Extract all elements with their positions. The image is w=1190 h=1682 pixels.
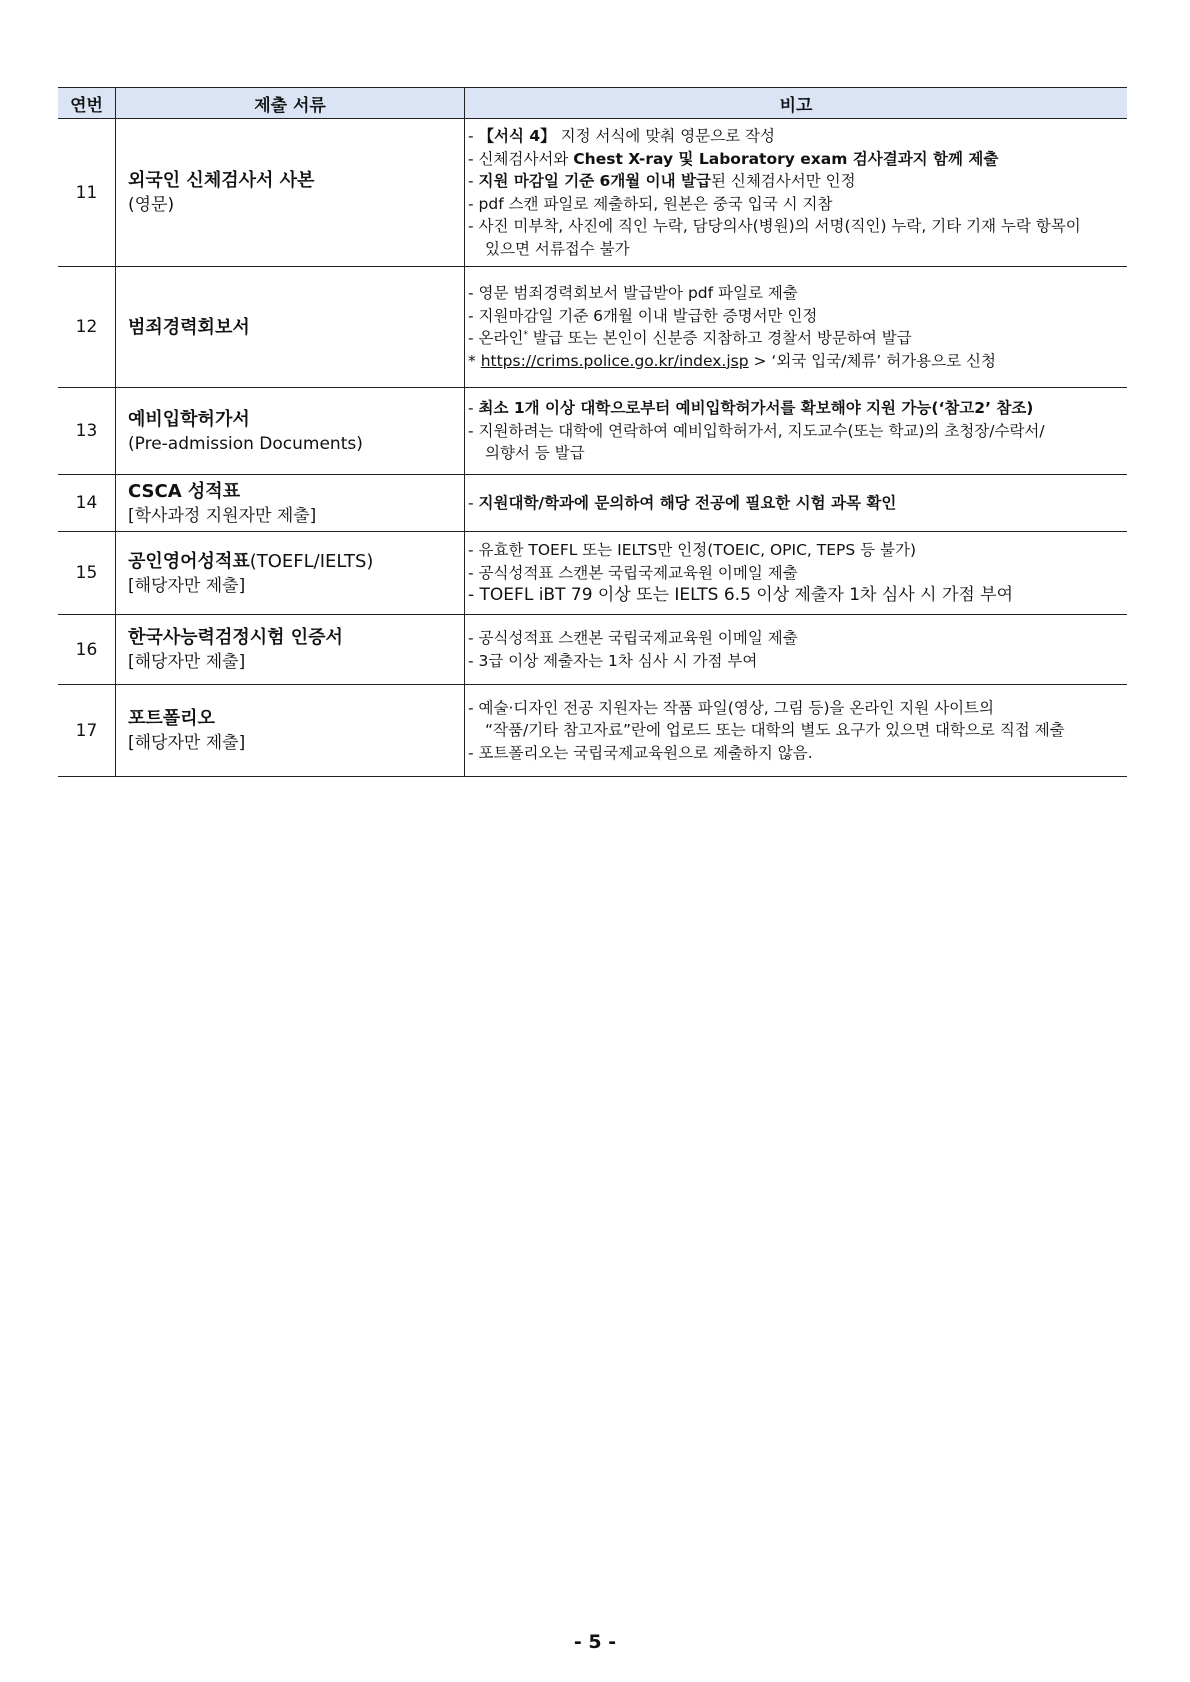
note-text: - 공식성적표 스캔본 국립국제교육원 이메일 제출 — [468, 629, 798, 647]
note-text: - — [468, 127, 479, 145]
document-cell — [116, 388, 465, 475]
table-row — [58, 119, 1127, 267]
note-line — [468, 562, 1123, 585]
document-name-main: 예비입학허가서 — [128, 408, 250, 430]
document-name-main: CSCA 성적표 — [128, 480, 241, 502]
note-text: - 포트폴리오는 국립국제교육원으로 제출하지 않음. — [468, 743, 813, 762]
note-line — [468, 282, 1123, 305]
note-line — [468, 742, 1123, 765]
note-cell — [465, 685, 1128, 777]
document-name-main: 공인영어성적표 — [128, 550, 250, 572]
note-text: “작품/기타 참고자료”란에 업로드 또는 대학의 별도 요구가 있으면 대학으로 직접 제출 — [485, 721, 1065, 740]
note-text: - 신체검사서와 — [468, 149, 574, 168]
document-subtitle: [해당자만 제출] — [128, 575, 246, 596]
note-cell — [465, 475, 1128, 532]
note-line — [468, 719, 1123, 742]
document-name — [128, 407, 452, 432]
row-number: 15 — [58, 532, 116, 615]
table-row — [58, 615, 1127, 685]
note-line — [468, 397, 1123, 420]
document-cell — [116, 475, 465, 532]
document-cell — [116, 685, 465, 777]
required-documents-table — [58, 87, 1127, 777]
note-text: - pdf 스캔 파일로 제출하되, 원본은 중국 입국 시 지참 — [468, 194, 833, 213]
note-line — [468, 584, 1123, 607]
document-subtitle: (영문) — [128, 195, 175, 215]
header-no: 연번 — [58, 88, 116, 119]
note-text: - — [468, 399, 479, 418]
table-header-row — [58, 88, 1127, 119]
note-text: 지원대학/학과에 문의하여 해당 전공에 필요한 시험 과목 확인 — [478, 493, 897, 512]
note-text: - — [468, 493, 479, 512]
note-text: - 사진 미부착, 사진에 직인 누락, 담당의사(병원)의 서명(직인) 누락, 기타 기재 누락 항목이 — [468, 217, 1081, 235]
note-text: - 유효한 TOEFL 또는 IELTS만 인정(TOEIC, OPIC, TEPS 등 불가) — [468, 541, 917, 560]
document-name-main: 포트폴리오 — [128, 708, 215, 729]
note-text: Chest X-ray 및 Laboratory exam 검사결과지 함께 제출 — [573, 149, 999, 168]
document-name-main: 외국인 신체검사서 사본 — [128, 170, 315, 191]
note-text: 발급 또는 본인이 신분증 지참하고 경찰서 방문하여 발급 — [527, 329, 912, 347]
note-line — [468, 627, 1123, 650]
note-line — [468, 170, 1123, 193]
note-line — [468, 193, 1123, 216]
note-text: 있으면 서류접수 불가 — [485, 239, 630, 258]
document-name — [128, 549, 452, 574]
row-number: 12 — [58, 267, 116, 388]
note-text: * — [523, 329, 528, 340]
document-name — [128, 625, 452, 650]
table-row — [58, 532, 1127, 615]
table-row — [58, 685, 1127, 777]
note-line — [468, 539, 1123, 562]
note-text: 된 신체검사서만 인정 — [710, 172, 856, 190]
row-number: 17 — [58, 685, 116, 777]
note-text: - 공식성적표 스캔본 국립국제교육원 이메일 제출 — [468, 563, 798, 582]
table-body — [58, 119, 1127, 777]
table-row — [58, 475, 1127, 532]
table-row — [58, 388, 1127, 475]
document-name-suffix: (TOEFL/IELTS) — [249, 550, 374, 572]
document-name — [128, 315, 452, 340]
document-subtitle: [학사과정 지원자만 제출] — [128, 505, 317, 526]
note-line — [468, 125, 1123, 148]
note-text: 지정 서식에 맞춰 영문으로 작성 — [555, 127, 775, 145]
header-note: 비고 — [465, 88, 1128, 119]
note-text: * — [468, 351, 481, 370]
document-name — [128, 168, 452, 193]
note-line — [468, 442, 1123, 465]
note-line — [468, 305, 1123, 328]
note-text: - 지원하려는 대학에 연락하여 예비입학허가서, 지도교수(또는 학교)의 초청장/수락서/ — [468, 421, 1045, 440]
document-subtitle: (Pre-admission Documents) — [128, 433, 363, 454]
note-cell — [465, 532, 1128, 615]
note-text: 【서식 4】 — [478, 127, 556, 145]
row-number: 11 — [58, 119, 116, 267]
note-cell — [465, 388, 1128, 475]
note-text: - 영문 범죄경력회보서 발급받아 pdf 파일로 제출 — [468, 284, 798, 302]
note-text: - 예술·디자인 전공 지원자는 작품 파일(영상, 그림 등)을 온라인 지원 사이트의 — [468, 698, 995, 717]
note-line — [468, 238, 1123, 261]
note-line — [468, 697, 1123, 720]
document-cell — [116, 615, 465, 685]
document-cell — [116, 267, 465, 388]
row-number: 13 — [58, 388, 116, 475]
document-name-main: 범죄경력회보서 — [128, 316, 250, 338]
note-line — [468, 148, 1123, 171]
header-document: 제출 서류 — [116, 88, 465, 119]
note-text: https://crims.police.go.kr/index.jsp — [480, 351, 749, 370]
note-cell — [465, 267, 1128, 388]
row-number: 16 — [58, 615, 116, 685]
page-number: - 5 - — [573, 1631, 617, 1653]
note-line — [468, 327, 1123, 350]
note-line — [468, 215, 1123, 238]
document-name-main: 한국사능력검정시험 인증서 — [128, 627, 343, 648]
document-subtitle: [해당자만 제출] — [128, 652, 246, 672]
document-name — [128, 479, 452, 504]
document-cell — [116, 119, 465, 267]
note-cell — [465, 615, 1128, 685]
document-name — [128, 706, 452, 731]
document-cell — [116, 532, 465, 615]
note-text: 지원 마감일 기준 6개월 이내 발급 — [478, 172, 711, 190]
note-text: 의향서 등 발급 — [485, 444, 585, 463]
note-text: - 3급 이상 제출자는 1차 심사 시 가점 부여 — [468, 651, 758, 670]
note-line — [468, 350, 1123, 373]
note-cell — [465, 119, 1128, 267]
note-line — [468, 492, 1123, 515]
table-row — [58, 267, 1127, 388]
note-line — [468, 420, 1123, 443]
note-line — [468, 650, 1123, 673]
row-number: 14 — [58, 475, 116, 532]
note-text: - 온라인 — [468, 329, 524, 347]
document-subtitle: [해당자만 제출] — [128, 733, 246, 753]
note-text: - 지원마감일 기준 6개월 이내 발급한 증명서만 인정 — [468, 306, 818, 325]
note-text: - — [468, 172, 479, 190]
note-text: - TOEFL iBT 79 이상 또는 IELTS 6.5 이상 제출자 1차 심사 시 가점 부여 — [468, 585, 1014, 606]
note-text: > ‘외국 입국/체류’ 허가용으로 신청 — [748, 351, 996, 370]
note-text: 최소 1개 이상 대학으로부터 예비입학허가서를 확보해야 지원 가능(‘참고2’ 참조) — [478, 399, 1034, 418]
